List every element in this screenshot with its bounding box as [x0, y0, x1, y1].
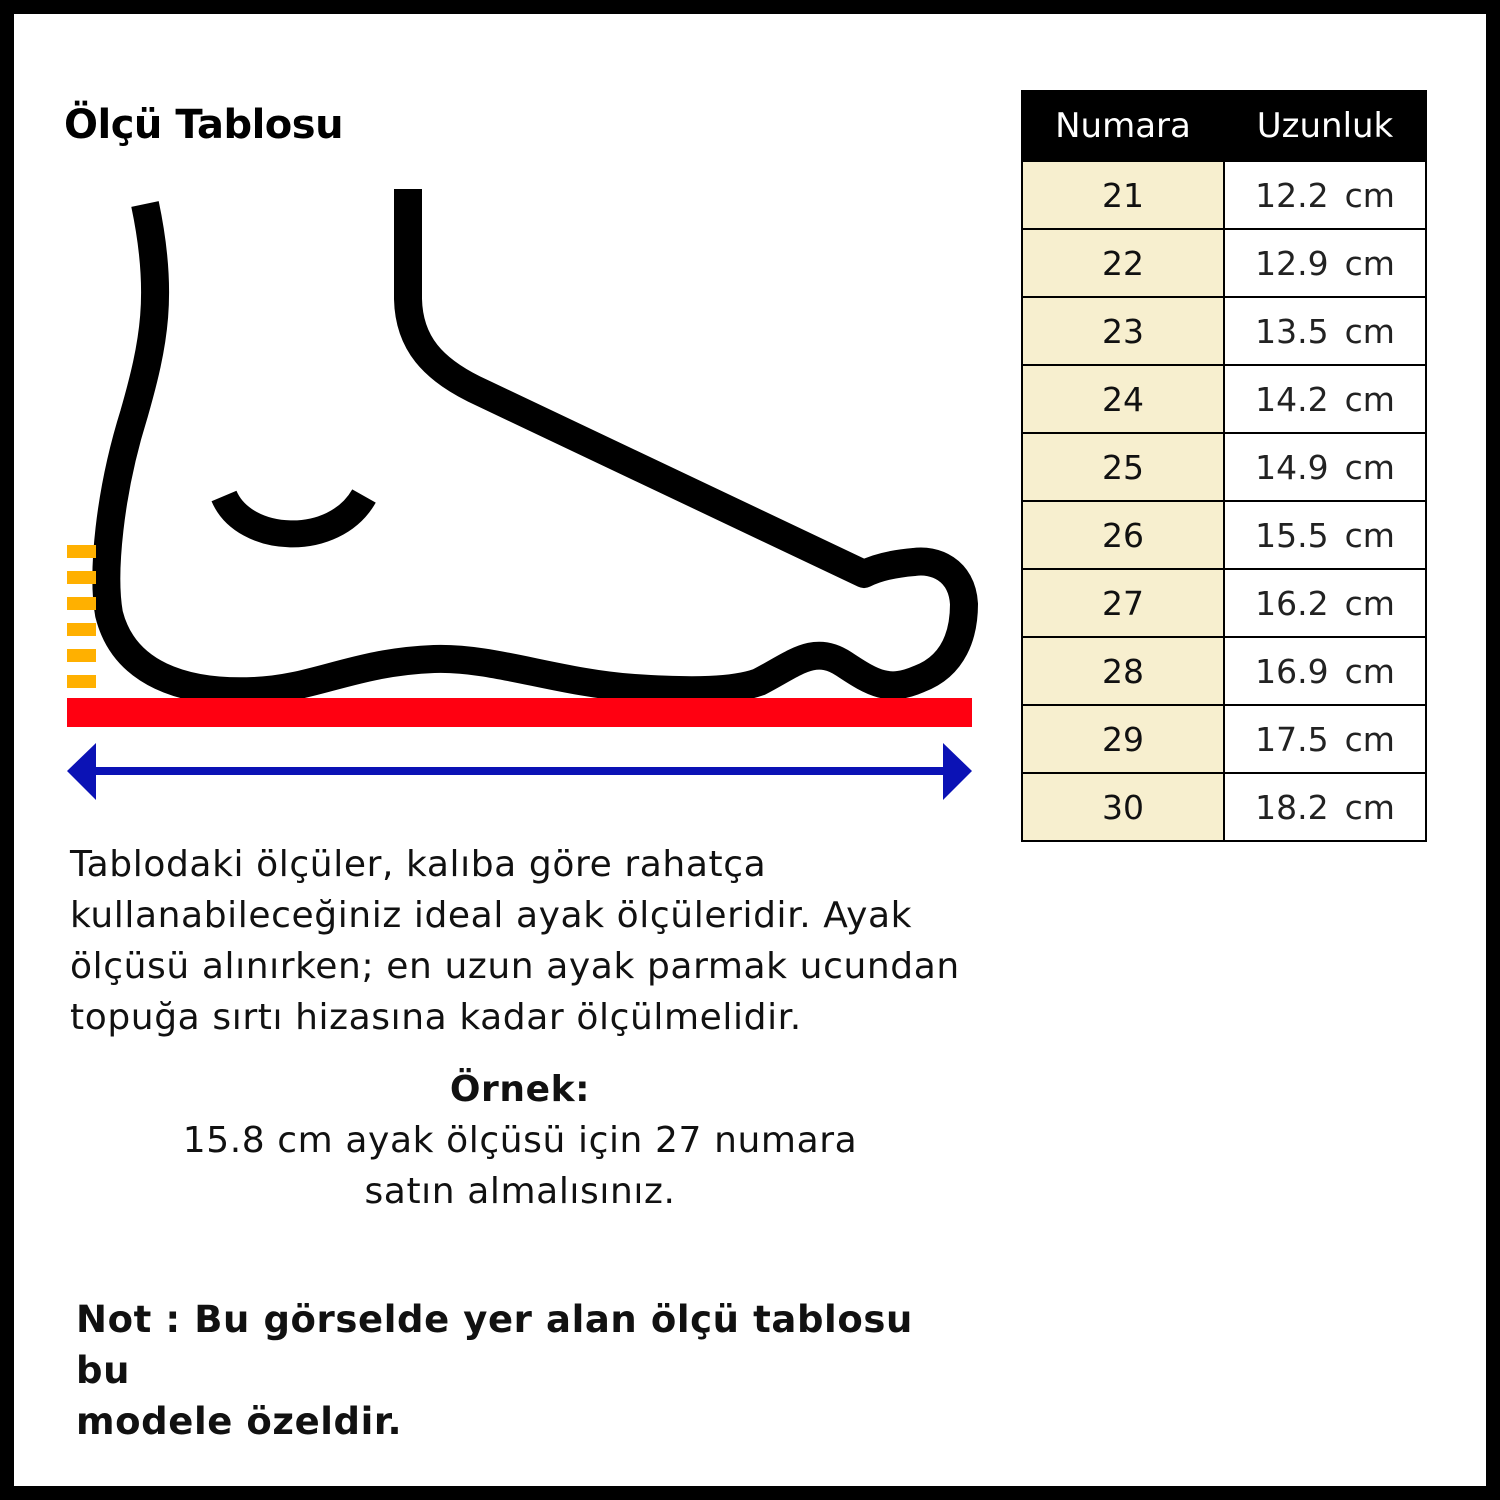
table-row [1022, 569, 1426, 637]
size-length-cell [1224, 297, 1426, 365]
length-unit: cm [1344, 651, 1395, 691]
size-length-cell [1224, 773, 1426, 841]
example-line: 15.8 cm ayak ölçüsü için 27 numara [182, 1120, 858, 1161]
length-unit: cm [1344, 311, 1395, 351]
length-unit: cm [1344, 175, 1395, 215]
length-value: 14.2 [1255, 379, 1329, 419]
length-value: 13.5 [1255, 311, 1329, 351]
note-line: modele özeldir. [76, 1400, 403, 1443]
description-line: ölçüsü alınırken; en uzun ayak parmak ucundan [70, 946, 960, 987]
size-number-cell: 25 [1022, 433, 1224, 501]
size-table [1021, 90, 1427, 842]
example-block [70, 1064, 970, 1217]
size-number-cell: 23 [1022, 297, 1224, 365]
size-length-cell [1224, 229, 1426, 297]
note-line: Not : Bu görselde yer alan ölçü tablosu bu [76, 1298, 913, 1392]
size-number-cell: 22 [1022, 229, 1224, 297]
size-length-cell [1224, 705, 1426, 773]
size-length-cell [1224, 161, 1426, 229]
length-unit: cm [1344, 583, 1395, 623]
description-line: topuğa sırtı hizasına kadar ölçülmelidir. [70, 997, 802, 1038]
length-unit: cm [1344, 379, 1395, 419]
size-number-cell: 26 [1022, 501, 1224, 569]
length-value: 12.2 [1255, 175, 1329, 215]
example-line: satın almalısınız. [364, 1171, 676, 1212]
size-length-cell [1224, 569, 1426, 637]
foot-outline-icon [106, 189, 964, 691]
length-value: 16.9 [1255, 651, 1329, 691]
length-unit: cm [1344, 243, 1395, 283]
table-row [1022, 161, 1426, 229]
header-length: Uzunluk [1224, 91, 1426, 161]
note-block [76, 1294, 976, 1447]
table-row [1022, 773, 1426, 841]
size-length-cell [1224, 637, 1426, 705]
size-length-cell [1224, 501, 1426, 569]
size-length-cell [1224, 365, 1426, 433]
example-title: Örnek: [449, 1069, 591, 1110]
floor-line [67, 698, 972, 727]
size-number-cell: 21 [1022, 161, 1224, 229]
table-row [1022, 433, 1426, 501]
measure-arrow-icon [67, 743, 972, 800]
heel-marks-icon [67, 545, 96, 688]
page-title: Ölçü Tablosu [64, 102, 344, 148]
table-row [1022, 365, 1426, 433]
length-value: 12.9 [1255, 243, 1329, 283]
table-header-row [1022, 91, 1426, 161]
size-length-cell [1224, 433, 1426, 501]
length-value: 18.2 [1255, 787, 1329, 827]
measurement-description [70, 839, 990, 1043]
table-row [1022, 229, 1426, 297]
table-body [1022, 161, 1426, 841]
header-number: Numara [1022, 91, 1224, 161]
length-unit: cm [1344, 447, 1395, 487]
length-unit: cm [1344, 719, 1395, 759]
length-unit: cm [1344, 787, 1395, 827]
description-line: kullanabileceğiniz ideal ayak ölçüleridir. Ayak [70, 895, 913, 936]
length-unit: cm [1344, 515, 1395, 555]
page-frame [14, 14, 1486, 1486]
size-number-cell: 29 [1022, 705, 1224, 773]
size-number-cell: 27 [1022, 569, 1224, 637]
size-number-cell: 30 [1022, 773, 1224, 841]
description-line: Tablodaki ölçüler, kalıba göre rahatça [70, 844, 767, 885]
length-value: 17.5 [1255, 719, 1329, 759]
table-row [1022, 297, 1426, 365]
length-value: 14.9 [1255, 447, 1329, 487]
length-value: 15.5 [1255, 515, 1329, 555]
table-row [1022, 705, 1426, 773]
ankle-bone-icon [224, 496, 364, 534]
size-number-cell: 24 [1022, 365, 1224, 433]
length-value: 16.2 [1255, 583, 1329, 623]
foot-measurement-illustration [14, 14, 1014, 834]
table-row [1022, 501, 1426, 569]
table-row [1022, 637, 1426, 705]
size-number-cell: 28 [1022, 637, 1224, 705]
